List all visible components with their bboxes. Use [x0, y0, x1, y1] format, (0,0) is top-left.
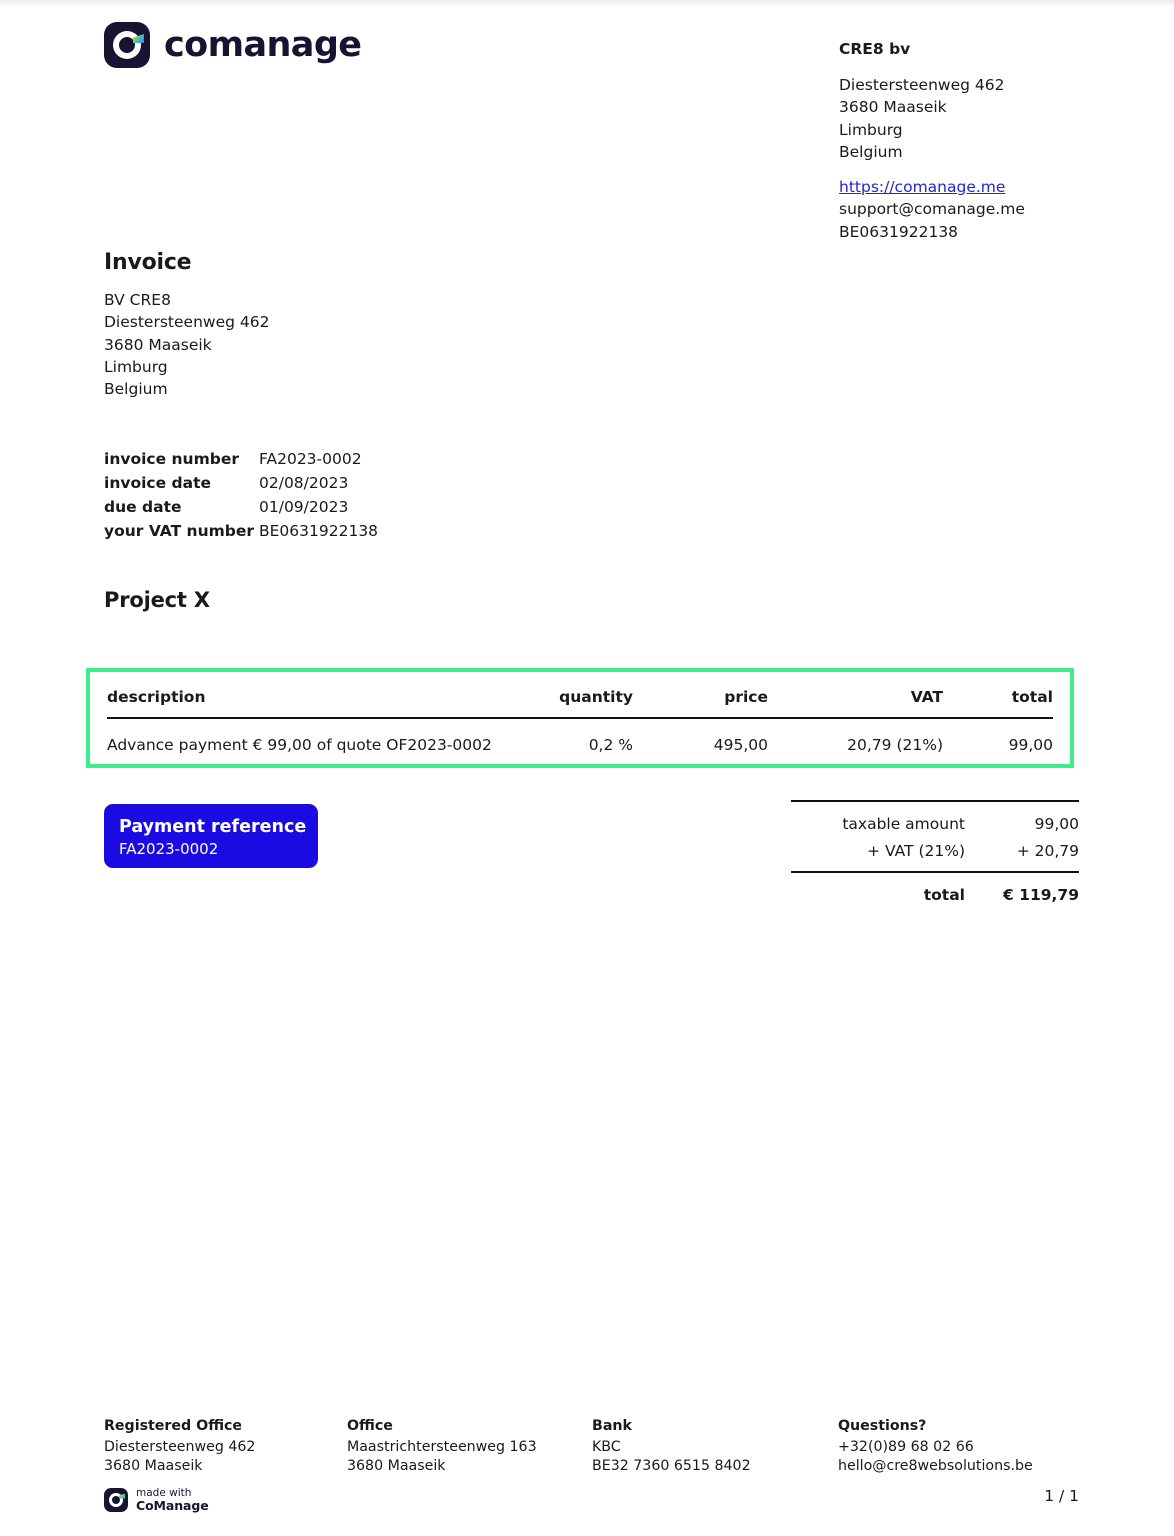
totals-label-taxable: taxable amount: [842, 815, 965, 833]
meta-label-invoice-number: invoice number: [104, 450, 239, 468]
comanage-logo-icon: [104, 22, 150, 68]
document-header: [104, 22, 1079, 241]
issuer-address: [839, 74, 1079, 164]
footer-line: KBC: [592, 1438, 621, 1455]
cell-vat: 20,79 (21%): [847, 736, 943, 754]
recipient-name: BV CRE8: [104, 291, 171, 309]
issuer-vat: BE0631922138: [839, 222, 959, 241]
issuer-website-link[interactable]: https://comanage.me: [839, 177, 1006, 196]
meta-value-vat-number: BE0631922138: [259, 521, 379, 540]
issuer-name: CRE8 bv: [839, 40, 911, 58]
footer-heading: Questions?: [838, 1418, 927, 1434]
column-header-price: price: [633, 672, 768, 718]
issuer-address-line3: Limburg: [839, 120, 903, 139]
payment-reference-value: FA2023-0002: [119, 840, 219, 858]
totals-row-grand: [791, 873, 1079, 906]
invoice-intro: [104, 250, 524, 400]
project-title: Project X: [104, 588, 210, 612]
column-header-description: description: [107, 672, 503, 718]
footer-line: Maastrichtersteenweg 163: [347, 1438, 537, 1455]
issuer-email: support@comanage.me: [839, 200, 1025, 218]
footer-heading: Registered Office: [104, 1418, 243, 1434]
meta-value-invoice-number: FA2023-0002: [259, 450, 362, 468]
footer-line: +32(0)89 68 02 66: [838, 1438, 974, 1455]
recipient-address-line3: Limburg: [104, 357, 168, 376]
meta-label-invoice-date: invoice date: [104, 473, 211, 492]
column-header-total: total: [943, 672, 1053, 718]
footer-column-office: [347, 1417, 592, 1477]
footer-column-questions: [838, 1417, 1084, 1477]
line-items-highlight-box: [86, 668, 1074, 768]
cell-description: Advance payment € 99,00 of quote OF2023-0002: [107, 736, 492, 754]
table-row: [107, 718, 1053, 754]
comanage-logo-icon: [104, 1488, 128, 1512]
meta-row: [104, 448, 378, 472]
made-with-text: [136, 1487, 209, 1512]
recipient-address-line2: 3680 Maaseik: [104, 335, 212, 354]
recipient-address-line1: Diestersteenweg 462: [104, 313, 270, 332]
brand-logo: [104, 22, 361, 68]
totals-row-vat: [791, 835, 1079, 862]
made-with-brand: CoManage: [136, 1497, 209, 1513]
payment-reference-title: Payment reference: [119, 817, 307, 837]
issuer-address-line4: Belgium: [839, 143, 903, 161]
totals-label-grand: total: [923, 886, 965, 904]
made-with-comanage-badge: [104, 1487, 209, 1512]
recipient-address-line4: Belgium: [104, 380, 168, 399]
meta-label-due-date: due date: [104, 497, 182, 516]
totals-value-taxable: 99,00: [1034, 815, 1079, 833]
meta-row: [104, 520, 378, 544]
footer-column-bank: [592, 1417, 838, 1477]
invoice-meta: [104, 448, 378, 544]
issuer-contact: [839, 176, 1079, 244]
footer-line: BE32 7360 6515 8402: [592, 1458, 751, 1474]
document-footer: [104, 1417, 1079, 1477]
meta-value-due-date: 01/09/2023: [259, 497, 349, 516]
line-items-table: [107, 672, 1053, 754]
totals-summary: [791, 800, 1079, 906]
cell-price: 495,00: [713, 736, 768, 754]
page-title: Invoice: [104, 250, 192, 275]
meta-row: [104, 472, 378, 496]
footer-line: Diestersteenweg 462: [104, 1438, 256, 1455]
cell-quantity: 0,2 %: [588, 736, 633, 754]
meta-value-invoice-date: 02/08/2023: [259, 473, 349, 492]
issuer-details: [839, 38, 1079, 243]
footer-column-registered-office: [104, 1417, 347, 1477]
column-header-vat: VAT: [768, 672, 943, 718]
brand-wordmark: comanage: [164, 25, 362, 65]
cell-total: 99,00: [1008, 736, 1053, 754]
footer-line: 3680 Maaseik: [104, 1458, 203, 1474]
recipient-address: [104, 289, 524, 400]
made-with-prefix: made with: [136, 1487, 192, 1499]
footer-heading: Office: [347, 1418, 393, 1434]
totals-value-grand: € 119,79: [1003, 886, 1079, 904]
page-number: 1 / 1: [1044, 1487, 1079, 1505]
issuer-address-line2: 3680 Maaseik: [839, 98, 947, 116]
footer-heading: Bank: [592, 1418, 632, 1434]
footer-line: 3680 Maaseik: [347, 1458, 446, 1474]
table-header-row: [107, 672, 1053, 718]
footer-line: hello@cre8websolutions.be: [838, 1458, 1033, 1474]
payment-reference-badge: [104, 804, 318, 868]
issuer-address-line1: Diestersteenweg 462: [839, 75, 1005, 94]
meta-row: [104, 496, 378, 520]
totals-row-taxable: [791, 802, 1079, 835]
meta-label-vat-number: your VAT number: [104, 521, 255, 540]
totals-value-vat: + 20,79: [1016, 842, 1079, 860]
totals-label-vat: + VAT (21%): [867, 842, 965, 860]
column-header-quantity: quantity: [503, 672, 633, 718]
